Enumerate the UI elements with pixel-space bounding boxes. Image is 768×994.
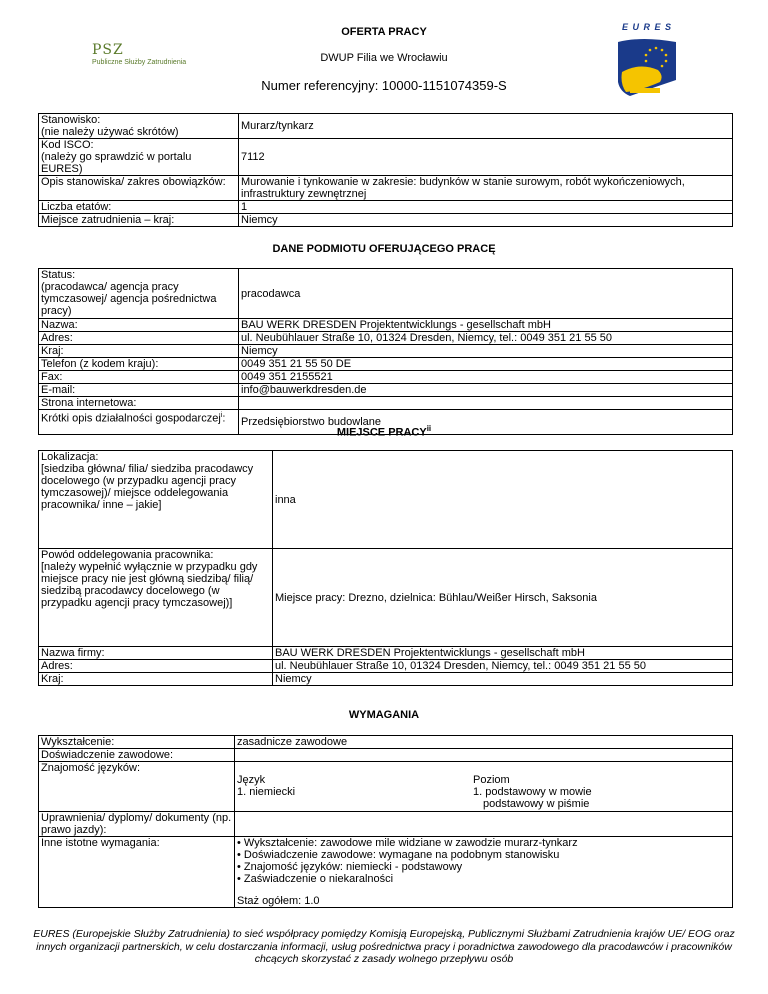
table-row <box>39 201 733 214</box>
experience-label: Doświadczenie zawodowe: <box>39 749 235 762</box>
workplace-heading: MIEJSCE PRACY$^{ii}$ <box>336 424 432 439</box>
lang-col-header: Język <box>237 774 266 786</box>
employer-heading: DANE PODMIOTU OFERUJĄCEGO PRACĘ <box>272 243 496 255</box>
isco-label: Kod ISCO: (należy go sprawdzić w portalu EURES) <box>39 139 239 176</box>
website-value <box>239 397 733 410</box>
table-row <box>39 451 733 549</box>
duties-value: Murowanie i tynkowanie w zakresie: budynków w stanie surowym, robót wykończeniowych, infrastruktury zewnętrznej <box>239 176 733 201</box>
footer-note: EURES (Europejskie Służby Zatrudnienia) to sieć współpracy pomiędzy Komisją Europejską, Publicznymi Służbami Zatrudnienia krajów UE/ EOG oraz innych organizacji partnerskich, w celu dostarczania informacji, usług pośrednictwa pracy i poradnictwa zawodowego dla pracodawców i pracowników chcących skorzystać z zasady wolnego przepływu osób <box>33 928 735 965</box>
position-table <box>38 113 733 227</box>
level-item: podstawowy w piśmie <box>483 798 590 810</box>
workplace-table <box>38 450 733 686</box>
employer-name-label: Nazwa: <box>39 319 239 332</box>
table-row <box>39 837 733 908</box>
table-row <box>39 749 733 762</box>
permits-label: Uprawnienia/ dyplomy/ dokumenty (np. prawo jazdy): <box>39 812 235 837</box>
requirements-table <box>38 735 733 908</box>
fax-label: Fax: <box>39 371 239 384</box>
education-value: zasadnicze zawodowe <box>235 736 733 749</box>
table-row <box>39 139 733 176</box>
languages-subtable <box>237 774 730 810</box>
reference-number: Numer referencyjny: 10000-1151074359-S <box>261 78 507 93</box>
company-name-value: BAU WERK DRESDEN Projektentwicklungs - gesellschaft mbH <box>273 647 733 660</box>
country-value: Niemcy <box>239 214 733 227</box>
requirement-item: • Doświadczenie zawodowe: wymagane na podobnym stanowisku <box>237 849 560 861</box>
position-label: Stanowisko: (nie należy używać skrótów) <box>39 114 239 139</box>
table-row <box>39 114 733 139</box>
table-row <box>39 647 733 660</box>
company-country-value: Niemcy <box>273 673 733 686</box>
position-value: Murarz/tynkarz <box>239 114 733 139</box>
table-row <box>39 812 733 837</box>
requirement-item: • Zaświadczenie o niekaralności <box>237 873 394 885</box>
table-row <box>39 384 733 397</box>
email-label: E-mail: <box>39 384 239 397</box>
employer-country-value: Niemcy <box>239 345 733 358</box>
employer-address-value: ul. Neubühlauer Straße 10, 01324 Dresden, Niemcy, tel.: 0049 351 21 55 50 <box>239 332 733 345</box>
table-row <box>39 673 733 686</box>
seniority: Staż ogółem: 1.0 <box>237 895 320 907</box>
experience-value <box>235 749 733 762</box>
location-value: inna <box>273 451 733 549</box>
phone-label: Telefon (z kodem kraju): <box>39 358 239 371</box>
level-item: 1. podstawowy w mowie <box>473 786 592 798</box>
delegation-reason-label: Powód oddelegowania pracownika: [należy wypełnić wyłącznie w przypadku gdy miejsce pracy nie jest główną siedzibą/ filią/ siedzibą pracodawcy docelowego (w przypadku agencji pracy tymczasowej)] <box>39 549 273 647</box>
permits-value <box>235 812 733 837</box>
status-value: pracodawca <box>239 269 733 319</box>
phone-value: 0049 351 21 55 50 DE <box>239 358 733 371</box>
website-label: Strona internetowa: <box>39 397 239 410</box>
table-row <box>39 358 733 371</box>
table-row <box>39 332 733 345</box>
table-row <box>39 269 733 319</box>
isco-value: 7112 <box>239 139 733 176</box>
table-row <box>39 762 733 812</box>
business-description-value: Przedsiębiorstwo budowlane <box>239 410 733 435</box>
business-description-label: Krótki opis działalności gospodarczej$^i$: <box>39 410 239 435</box>
other-requirements-value <box>235 837 733 908</box>
office-name: DWUP Filia we Wrocławiu <box>320 52 448 64</box>
location-label: Lokalizacja: [siedziba główna/ filia/ siedziba pracodawcy docelowego (w przypadku agencji pracy tymczasowej)/ miejsce oddelegowania pracownika/ inne – jakie] <box>39 451 273 549</box>
country-label: Miejsce zatrudnienia – kraj: <box>39 214 239 227</box>
other-requirements-label: Inne istotne wymagania: <box>39 837 235 908</box>
languages-value <box>235 762 733 812</box>
table-row <box>39 319 733 332</box>
table-row <box>39 736 733 749</box>
email-value[interactable]: info@bauwerkdresden.de <box>239 384 733 397</box>
employer-country-label: Kraj: <box>39 345 239 358</box>
table-row <box>39 214 733 227</box>
table-row <box>39 345 733 358</box>
positions-count-value: 1 <box>239 201 733 214</box>
table-row <box>39 371 733 384</box>
psz-logo: PSZ Publiczne Służby Zatrudnienia <box>92 42 187 66</box>
employer-table <box>38 268 733 435</box>
education-label: Wykształcenie: <box>39 736 235 749</box>
company-address-label: Adres: <box>39 660 273 673</box>
company-address-value: ul. Neubühlauer Straße 10, 01324 Dresden, Niemcy, tel.: 0049 351 21 55 50 <box>273 660 733 673</box>
eures-logo: E U R E S <box>612 22 682 100</box>
requirements-heading: WYMAGANIA <box>348 709 420 721</box>
company-country-label: Kraj: <box>39 673 273 686</box>
language-item: 1. niemiecki <box>237 786 296 798</box>
duties-label: Opis stanowiska/ zakres obowiązków: <box>39 176 239 201</box>
status-label: Status: (pracodawca/ agencja pracy tymczasowej/ agencja pośrednictwa pracy) <box>39 269 239 319</box>
table-row <box>39 549 733 647</box>
employer-name-value: BAU WERK DRESDEN Projektentwicklungs - gesellschaft mbH <box>239 319 733 332</box>
table-row <box>39 176 733 201</box>
requirement-item: • Wykształcenie: zawodowe mile widziane w zawodzie murarz-tynkarz <box>237 837 578 849</box>
positions-count-label: Liczba etatów: <box>39 201 239 214</box>
table-row <box>39 660 733 673</box>
requirement-item: • Znajomość języków: niemiecki - podstawowy <box>237 861 463 873</box>
fax-value: 0049 351 2155521 <box>239 371 733 384</box>
table-row <box>39 397 733 410</box>
level-col-header: Poziom <box>473 774 510 786</box>
page-title: OFERTA PRACY <box>341 26 427 38</box>
company-name-label: Nazwa firmy: <box>39 647 273 660</box>
delegation-reason-value: Miejsce pracy: Drezno, dzielnica: Bühlau/Weißer Hirsch, Saksonia <box>273 549 733 647</box>
employer-address-label: Adres: <box>39 332 239 345</box>
languages-label: Znajomość języków: <box>39 762 235 812</box>
